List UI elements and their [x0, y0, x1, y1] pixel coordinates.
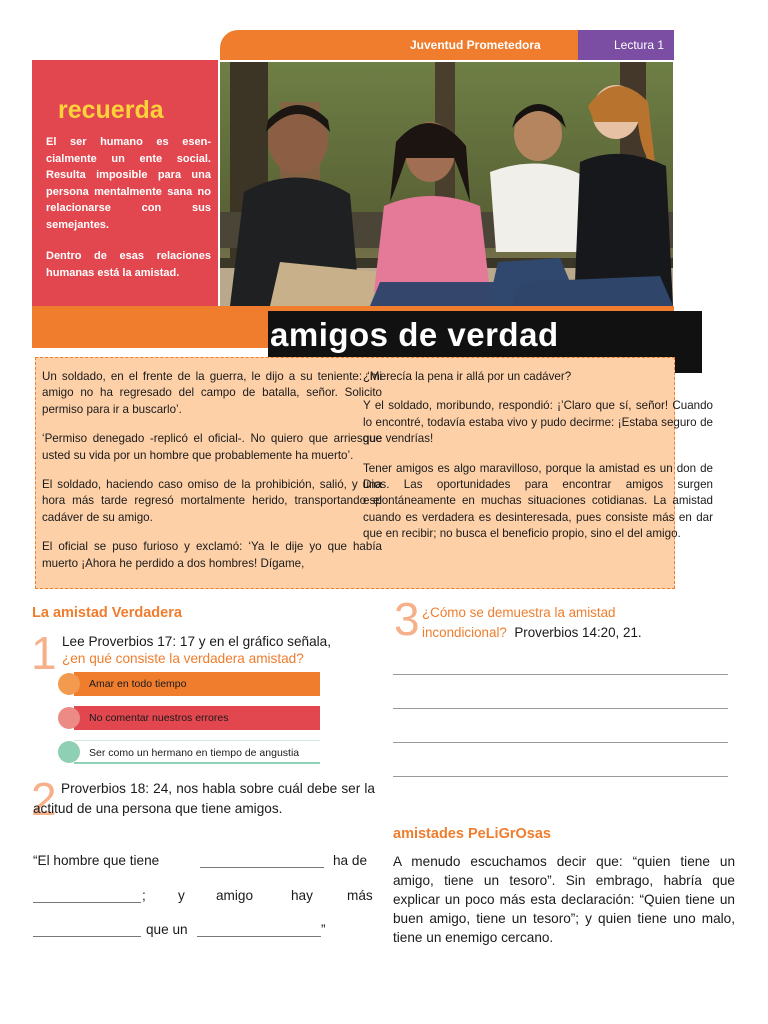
story-paragraph: Tener amigos es algo maravilloso, porque la amistad es un don de Dios. Las oportunidades para encontrar amigos surgen espontáneamente en muchas situaciones cotidianas. La amistad cuando es verdadera es desinteresada, pues consiste más en dar que en recibir; no busca el beneficio propio, sino el del amigo.	[363, 461, 713, 541]
fill-text: ha de	[333, 853, 368, 868]
story-paragraph: ¿merecía la pena ir allá por un cadáver?	[363, 370, 572, 383]
story-left-column	[42, 369, 382, 585]
blank-line[interactable]	[197, 936, 321, 937]
section4-text: A menudo escuchamos decir que: “quien tiene un amigo, tiene un tesoro”. Sin embrago, habría que explicar un poco más esta declaración: “Quien tiene un buen amigo, tiene un tesoro”; y quien tiene uno malo, tiene un enemigo cercano.	[393, 854, 735, 945]
blank-line[interactable]	[33, 902, 141, 903]
section3-reference: Proverbios 14:20, 21.	[514, 625, 642, 640]
story-paragraph: Y el soldado, moribundo, respondió: ¡’Claro que sí, señor! Cuando lo encontré, todavía estaba vivo y pudo decirme: ¡Estaba seguro de que vendrías!	[363, 399, 713, 446]
story-paragraph: El oficial se puso furioso y exclamó: ‘Ya le dije yo que había muerto ¡Ahora he perdido a dos hombres! Dígame,	[42, 540, 382, 570]
recuerda-title: recuerda	[58, 96, 164, 124]
recuerda-paragraph-2: Dentro de esas relaciones humanas está la amistad.	[46, 250, 211, 279]
section-number-2: 2	[31, 773, 57, 825]
fill-text: ;	[142, 888, 146, 903]
section-number-3: 3	[394, 593, 420, 645]
section3-question	[422, 603, 662, 643]
blank-line[interactable]	[33, 936, 141, 937]
answer-line[interactable]	[393, 674, 728, 675]
option-dot-3	[58, 741, 80, 763]
option-dot-2	[58, 707, 80, 729]
option-bar-2	[74, 706, 320, 730]
fill-text: hay	[291, 888, 313, 903]
story-paragraph: El soldado, haciendo caso omiso de la prohibición, salió, y una hora más tarde regresó mortalmente herido, transportando el cadáver de su amigo.	[42, 478, 382, 524]
option-label: Amar en todo tiempo	[89, 678, 187, 690]
section1-question: ¿en qué consiste la verdadera amistad?	[62, 651, 304, 666]
section-number-1: 1	[31, 627, 57, 679]
page-title: amigos de verdad	[270, 316, 559, 353]
option-label: Ser como un hermano en tiempo de angustia	[89, 747, 300, 759]
fill-text: más	[347, 888, 373, 903]
section2-text: Proverbios 18: 24, nos habla sobre cuál debe ser la actitud de una persona que tiene amigos.	[33, 781, 375, 816]
option-bar-3	[74, 740, 320, 764]
story-paragraph: ‘Permiso denegado -replicó el oficial-. No quiero que arriesgue usted su vida por un hombre que probablemente ha muerto’.	[42, 432, 382, 462]
option-dot-1	[58, 673, 80, 695]
header-title: Juventud Prometedora	[410, 38, 541, 52]
fill-text: amigo	[216, 888, 254, 903]
fill-text: y	[178, 888, 185, 903]
option-bar-1	[74, 672, 320, 696]
fill-text: que un	[146, 922, 188, 937]
option-label: No comentar nuestros errores	[89, 712, 229, 724]
recuerda-paragraph-1: El ser humano es esen-cialmente un ente social. Resulta imposible para una persona mentalmente sana no relacionarse con sus semejantes.	[46, 136, 211, 231]
story-paragraph: Un soldado, en el frente de la guerra, le dijo a su teniente: ‘Mi amigo no ha regresado del campo de batalla, señor. Solicito permiso para ir a buscarlo’.	[42, 370, 382, 416]
section-heading-amistad-verdadera: La amistad Verdadera	[32, 605, 182, 621]
fill-text: “El hombre que tiene	[33, 853, 160, 868]
section-heading-amistades-peligrosas: amistades PeLiGrOsas	[393, 826, 551, 842]
lesson-label: Lectura 1	[614, 38, 665, 52]
answer-line[interactable]	[393, 742, 728, 743]
friends-photo-illustration	[220, 62, 673, 306]
friends-photo	[220, 62, 673, 306]
answer-line[interactable]	[393, 708, 728, 709]
fill-text: ”	[321, 922, 326, 937]
answer-line[interactable]	[393, 776, 728, 777]
section1-text: Lee Proverbios 17: 17 y en el gráfico señala,	[62, 634, 332, 649]
story-right-column	[363, 369, 713, 556]
section3-question-text: ¿Cómo se demuestra la amistad incondicional?	[422, 605, 616, 640]
blank-line[interactable]	[200, 867, 324, 868]
